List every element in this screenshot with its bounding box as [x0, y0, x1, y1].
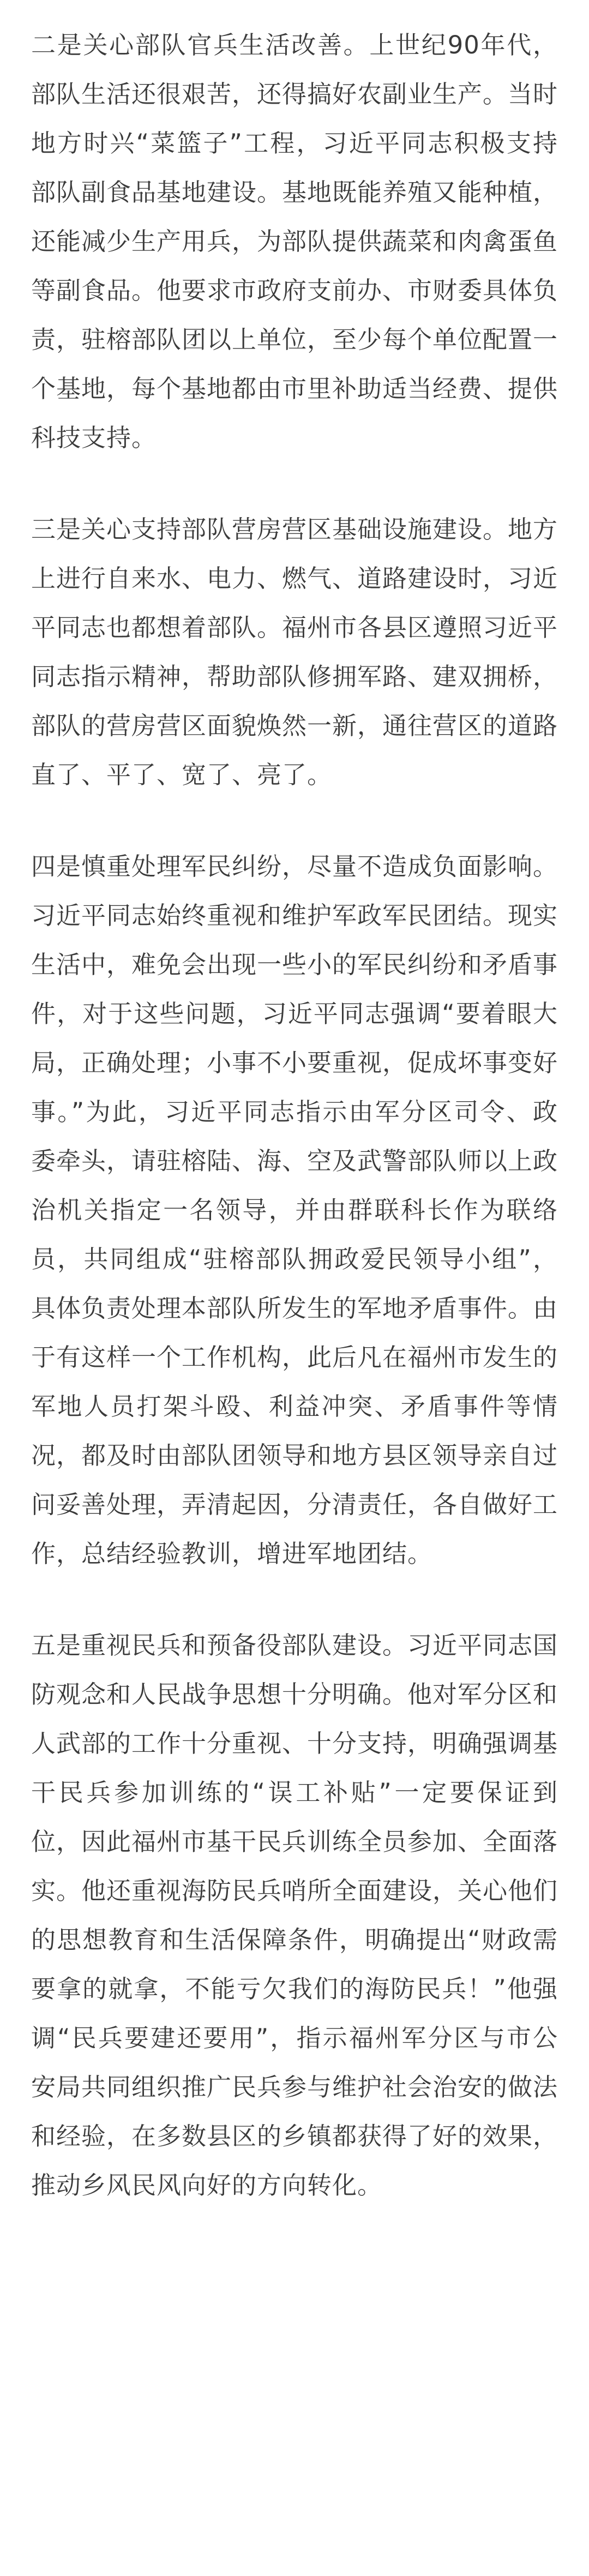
paragraph-militia-reserve: 五是重视民兵和预备役部队建设。习近平同志国防观念和人民战争思想十分明确。他对军分区和人武部的工作十分重视、十分支持，明确强调基干民兵参加训练的“误工补贴”一定要保证到位，因此福州市基干民兵训练全员参加、全面落实。他还重视海防民兵哨所全面建设，关心他们的思想教育和生活保障条件，明确提出“财政需要拿的就拿，不能亏欠我们的海防民兵！”他强调“民兵要建还要用”，指示福州军分区与市公安局共同组织推广民兵参与维护社会治安的做法和经验，在多数县区的乡镇都获得了好的效果，推动乡风民风向好的方向转化。	[31, 1631, 558, 2200]
paragraph-dispute-handling: 四是慎重处理军民纠纷，尽量不造成负面影响。习近平同志始终重视和维护军政军民团结。现实生活中，难免会出现一些小的军民纠纷和矛盾事件，对于这些问题，习近平同志强调“要着眼大局，正确处理；小事不小要重视，促成坏事变好事。”为此，习近平同志指示由军分区司令、政委牵头，请驻榕陆、海、空及武警部队师以上政治机关指定一名领导，并由群联科长作为联络员，共同组成“驻榕部队拥政爱民领导小组”，具体负责处理本部队所发生的军地矛盾事件。由于有这样一个工作机构，此后凡在福州市发生的军地人员打架斗殴、利益冲突、矛盾事件等情况，都及时由部队团领导和地方县区领导亲自过问妥善处理，弄清起因，分清责任，各自做好工作，总结经验教训，增进军地团结。	[31, 852, 558, 1568]
paragraph-life-improvement: 二是关心部队官兵生活改善。上世纪90年代，部队生活还很艰苦，还得搞好农副业生产。当时地方时兴“菜篮子”工程，习近平同志积极支持部队副食品基地建设。基地既能养殖又能种植，还能减少生产用兵，为部队提供蔬菜和肉禽蛋鱼等副食品。他要求市政府支前办、市财委具体负责，驻榕部队团以上单位，至少每个单位配置一个基地，每个基地都由市里补助适当经费、提供科技支持。	[31, 31, 558, 452]
paragraph-barracks-infrastructure: 三是关心支持部队营房营区基础设施建设。地方上进行自来水、电力、燃气、道路建设时，习近平同志也都想着部队。福州市各县区遵照习近平同志指示精神，帮助部队修拥军路、建双拥桥，部队的营房营区面貌焕然一新，通往营区的道路直了、平了、宽了、亮了。	[31, 515, 558, 789]
article-body	[31, 21, 558, 2210]
